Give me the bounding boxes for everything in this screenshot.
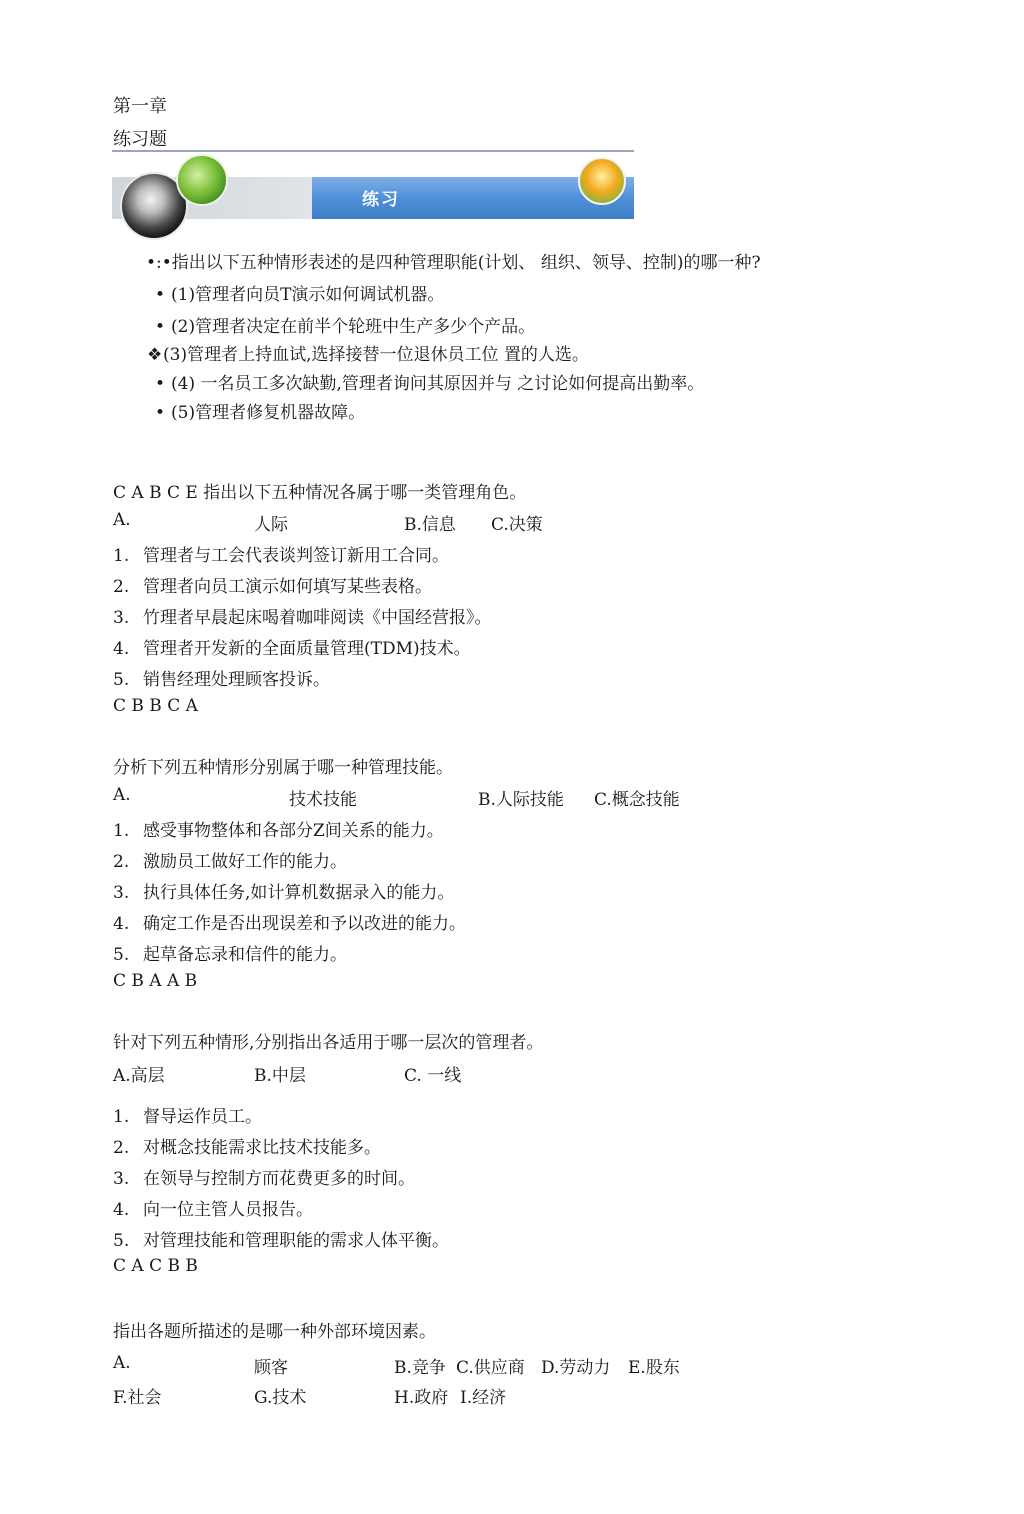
item-number: 3. [113,883,130,903]
list-item [113,603,492,628]
bullet-marker: • [155,285,166,305]
list-item [113,816,444,841]
item-number: 2. [113,852,130,872]
option-i: I.经济 [460,1388,507,1408]
list-item-text: 起草备忘录和信件的能力。 [143,945,347,965]
list-item-text: 销售经理处理顾客投诉。 [143,670,330,690]
exercise-title: 练习题 [113,129,167,150]
option-b: B.人际技能 [478,790,564,810]
option-g: G.技术 [254,1388,307,1408]
list-item-text: (2)管理者决定在前半个轮班中生产多少个产品。 [171,317,536,337]
item-number: 1. [113,546,130,566]
list-item-text: 管理者与工会代表谈判签订新用工合同。 [143,546,449,566]
list-item-text: 感受事物整体和各部分Z间关系的能力。 [143,821,444,841]
section1-intro-text: 指出以下五种情形表述的是四种管理职能(计划、 组织、领导、控制)的哪一种? [171,253,761,273]
item-number: 1. [113,1107,130,1127]
list-item-text: 管理者向员工演示如何填写某些表格。 [143,577,432,597]
option-b: B.竞争 [394,1358,446,1378]
item-number: 4. [113,639,130,659]
list-item [155,398,365,423]
list-item-text: 督导运作员工。 [143,1107,262,1127]
list-item [113,665,330,690]
list-item [113,940,347,965]
section1-intro [146,248,761,273]
item-number: 4. [113,914,130,934]
item-number: 2. [113,1138,130,1158]
list-item-text: 在领导与控制方而花费更多的时间。 [143,1169,415,1189]
diamond-bullet-icon: ❖ [147,345,163,365]
exercise-banner [112,150,634,224]
option-d: D.劳动力 [541,1358,611,1378]
option-a-text: 人际 [254,515,288,535]
bullet-marker: • [155,374,166,394]
list-item [113,572,432,597]
item-number: 5. [113,670,130,690]
section2-question: C A B C E 指出以下五种情况各属于哪一类管理角色。 [113,483,527,503]
list-item [147,340,589,365]
section5-question: 指出各题所描述的是哪一种外部环境因素。 [113,1322,436,1342]
item-number: 2. [113,577,130,597]
option-a: A.高层 [113,1066,165,1086]
section3-answer: C B A A B [113,971,198,991]
bullet-marker: • [155,317,166,337]
list-item [113,1195,313,1220]
list-item-text: (5)管理者修复机器故障。 [171,403,366,423]
option-e: E.股东 [628,1358,680,1378]
list-item-text: 对概念技能需求比技术技能多。 [143,1138,381,1158]
banner-label: 练习 [362,190,400,210]
list-item [113,878,454,903]
item-number: 5. [113,945,130,965]
list-item-text: 确定工作是否出现误差和予以改进的能力。 [143,914,466,934]
list-item [113,1133,381,1158]
option-a: A. [113,510,131,530]
list-item-text: 激励员工做好工作的能力。 [143,852,347,872]
option-a-text: 技术技能 [289,790,357,810]
list-item-text: 管理者开发新的全面质量管理(TDM)技术。 [143,639,471,659]
option-c: C.供应商 [456,1358,525,1378]
banner-divider [112,150,634,152]
option-b: B.信息 [404,515,456,535]
list-item-text: (1)管理者向员T演示如何调试机器。 [171,285,445,305]
section2-answer: C B B C A [113,696,198,716]
bullet-marker: •:• [146,253,172,273]
item-number: 5. [113,1231,130,1251]
option-c: C. 一线 [404,1066,462,1086]
option-b: B.中层 [254,1066,306,1086]
list-item-text: 对管理技能和管理职能的需求人体平衡。 [143,1231,449,1251]
bullet-marker: • [155,403,166,423]
list-item-text: (3)管理者上持血试,选择接替一位退休员工位 置的人选。 [163,345,589,365]
list-item [155,369,704,394]
option-a: A. [113,785,131,805]
option-a: A. [113,1353,131,1373]
list-item [113,1226,449,1251]
item-number: 1. [113,821,130,841]
option-c: C.决策 [491,515,543,535]
list-item-text: (4) 一名员工多次缺勤,管理者询问其原因并与 之讨论如何提高出勤率。 [171,374,705,394]
list-item [113,541,449,566]
flower-photo-icon [578,157,626,205]
section4-question: 针对下列五种情形,分别指出各适用于哪一层次的管理者。 [113,1033,544,1053]
section3-question: 分析下列五种情形分别属于哪一种管理技能。 [113,758,453,778]
item-number: 4. [113,1200,130,1220]
leaf-photo-icon [176,154,228,206]
list-item-text: 向一位主管人员报告。 [143,1200,313,1220]
list-item [113,1102,262,1127]
option-f: F.社会 [113,1388,162,1408]
option-a-text: 顾客 [254,1358,288,1378]
list-item [155,280,444,305]
list-item-text: 竹理者早晨起床喝着咖啡阅读《中国经营报》。 [143,608,492,628]
option-h: H.政府 [394,1388,449,1408]
list-item [113,909,466,934]
list-item [113,634,471,659]
item-number: 3. [113,608,130,628]
option-c: C.概念技能 [594,790,680,810]
list-item [113,847,347,872]
section4-answer: C A C B B [113,1256,198,1276]
item-number: 3. [113,1169,130,1189]
list-item-text: 执行具体任务,如计算机数据录入的能力。 [143,883,455,903]
list-item [155,312,535,337]
chapter-heading: 第一章 [113,96,167,117]
list-item [113,1164,415,1189]
